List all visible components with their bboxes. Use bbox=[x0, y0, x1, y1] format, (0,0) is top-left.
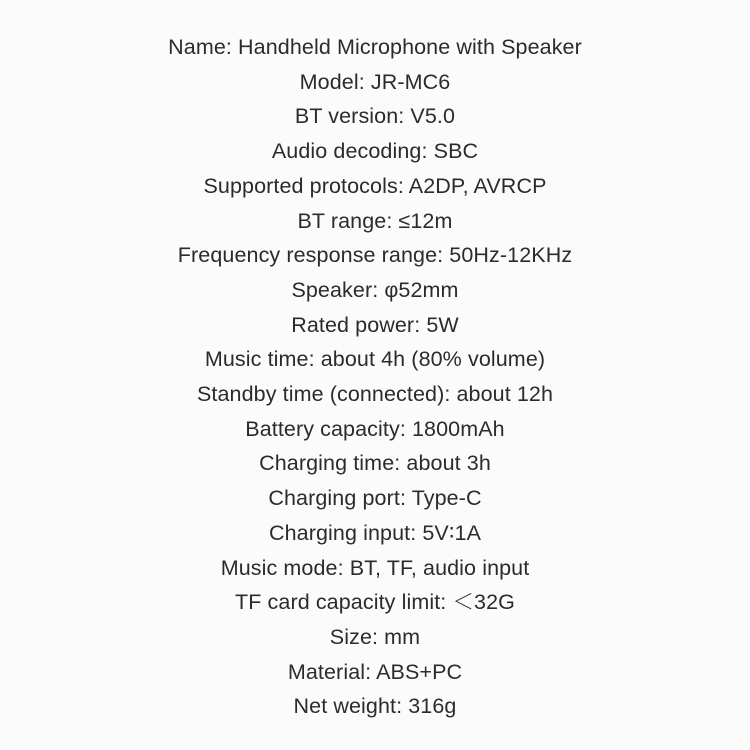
spec-line: Speaker: φ52mm bbox=[291, 277, 459, 302]
spec-line: BT range: ≤12m bbox=[297, 208, 453, 233]
spec-line: Rated power: 5W bbox=[291, 312, 459, 337]
spec-line: TF card capacity limit: ＜32G bbox=[235, 590, 515, 615]
spec-line: Audio decoding: SBC bbox=[271, 139, 479, 164]
spec-line: Music time: about 4h (80% volume) bbox=[204, 347, 546, 372]
spec-line: Charging time: about 3h bbox=[259, 451, 491, 476]
spec-line: Charging port: Type-C bbox=[268, 486, 482, 511]
spec-line: Music mode: BT, TF, audio input bbox=[220, 555, 530, 580]
spec-line: Standby time (connected): about 12h bbox=[196, 382, 554, 407]
spec-line: Supported protocols: A2DP, AVRCP bbox=[203, 173, 547, 198]
spec-line: Net weight: 316g bbox=[293, 694, 457, 719]
spec-line: Model: JR-MC6 bbox=[299, 69, 451, 94]
spec-line: Charging input: 5V∶1A bbox=[268, 520, 482, 545]
spec-line: Frequency response range: 50Hz-12KHz bbox=[177, 243, 573, 268]
spec-line: Battery capacity: 1800mAh bbox=[245, 416, 505, 441]
spec-line: BT version: V5.0 bbox=[294, 104, 456, 129]
spec-line: Material: ABS+PC bbox=[287, 659, 463, 684]
spec-line: Name: Handheld Microphone with Speaker bbox=[168, 35, 582, 59]
spec-line: Size: mm bbox=[329, 624, 421, 649]
